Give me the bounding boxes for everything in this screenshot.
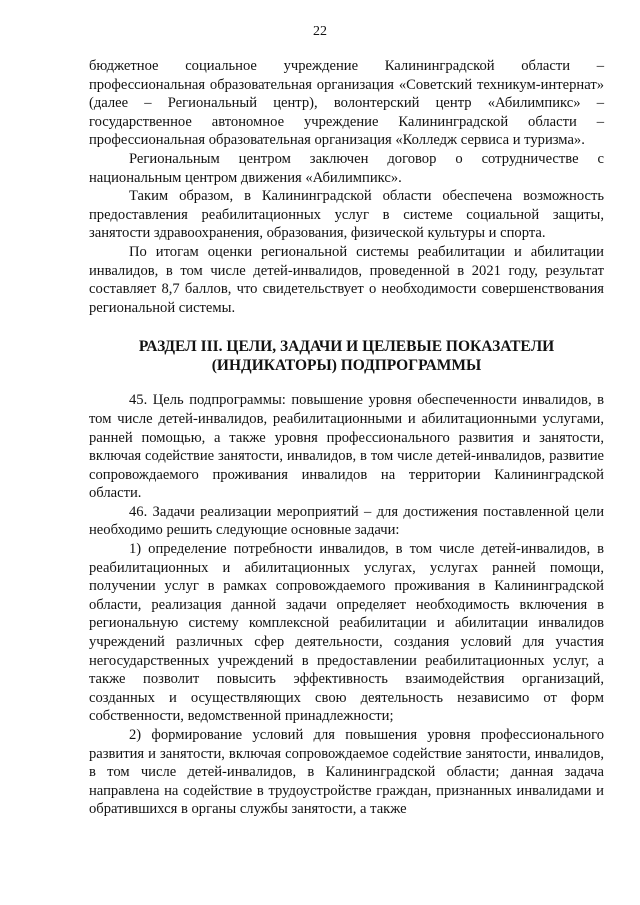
section-heading: [89, 337, 604, 375]
paragraph: 2) формирование условий для повышения уровня профессионального развития и занятости, включая сопровождаемое содействие занятости, инвалидов, в том числе детей-инвалидов, в Калининградской области; данная задача направлена на содействие в трудоустройстве граждан, признанных инвалидами и обратившихся в органы службы занятости, а также: [89, 727, 604, 818]
paragraph: 1) определение потребности инвалидов, в том числе детей-инвалидов, в реабилитационных и абилитационных услугах, услугах ранней помощи, получении услуг в рамках сопровождаемого проживания в Калининградской области, реализация данной задачи определяет необходимость включения в региональную систему комплексной реабилитации и абилитации инвалидов учреждений различных сфер деятельности, создания условий для участия негосударственных учреждений в предоставлении реабилитационных услуг, а также позволит повысить эффективность взаимодействия организаций, созданных и осуществляющих свою деятельность независимо от форм собственности, ведомственной принадлежности;: [89, 541, 604, 725]
paragraph: 45. Цель подпрограммы: повышение уровня обеспеченности инвалидов, в том числе детей-инвалидов, реабилитационными и абилитационными услугами, ранней помощью, а также уровня профессионального развития и занятости, включая содействие занятости, инвалидов, в том числе детей-инвалидов, развитие сопровождаемого проживания инвалидов на территории Калининградской области.: [89, 392, 604, 502]
document-body: [89, 57, 604, 819]
page-number: 22: [313, 24, 327, 39]
section-heading-line-2: (ИНДИКАТОРЫ) ПОДПРОГРАММЫ: [211, 357, 482, 375]
paragraph: По итогам оценки региональной системы реабилитации и абилитации инвалидов, в том числе детей-инвалидов, проведенной в 2021 году, результат составляет 8,7 баллов, что свидетельствует о необходимости совершенствования региональной системы.: [89, 243, 604, 316]
paragraph: Таким образом, в Калининградской области обеспечена возможность предоставления реабилитационных услуг в системе социальной защиты, занятости здравоохранения, образования, физической культуры и спорта.: [89, 188, 604, 242]
paragraph: Региональным центром заключен договор о сотрудничестве с национальным центром движения «Абилимпикс».: [89, 150, 604, 186]
section-heading-line-1: РАЗДЕЛ III. ЦЕЛИ, ЗАДАЧИ И ЦЕЛЕВЫЕ ПОКАЗАТЕЛИ: [138, 338, 555, 356]
paragraph: бюджетное социальное учреждение Калининградской области – профессиональная образовательная организация «Советский техникум-интернат» (далее – Региональный центр), волонтерский центр «Абилимпикс» – государственное автономное учреждение Калининградской области – профессиональная образовательная организация «Колледж сервиса и туризма».: [89, 58, 604, 149]
section-paragraphs: [89, 391, 604, 819]
paragraph: 46. Задачи реализации мероприятий – для достижения поставленной цели необходимо решить следующие основные задачи:: [89, 503, 604, 539]
intro-paragraphs: [89, 57, 604, 317]
